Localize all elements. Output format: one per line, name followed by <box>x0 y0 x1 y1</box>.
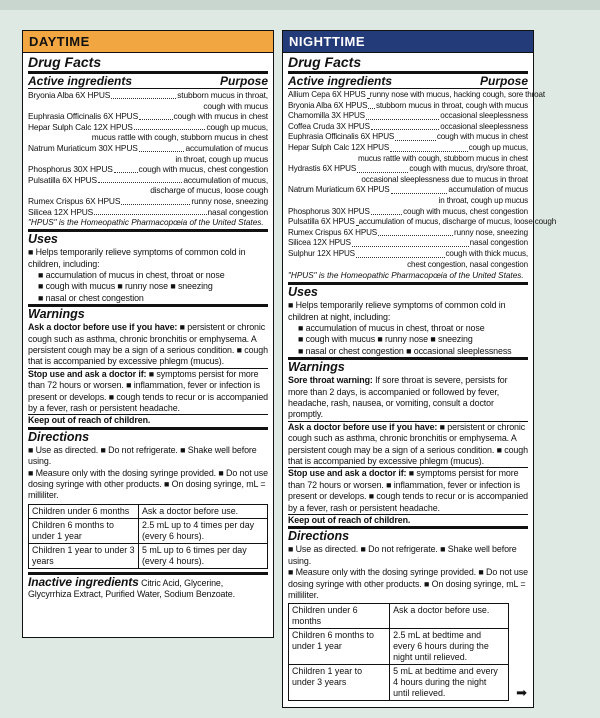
uses-title: Uses <box>288 285 318 300</box>
inactive-ingredients-text: Citric Acid, Glycerine, Glycyrrhiza Extract, Purified Water, Sodium Benzoate. <box>28 577 235 600</box>
active-ingredients-header <box>28 74 268 89</box>
warnings-title: Warnings <box>28 307 85 322</box>
purpose-label: Purpose <box>479 74 528 88</box>
ingredient-item: Allium Cepa 6X HPUS runny nose with mucus, hacking cough, sore throat <box>288 90 545 99</box>
nighttime-panel <box>282 30 557 708</box>
ingredient-item: Pulsatilla 6X HPUS accumulation of mucus, discharge of mucus, loose cough <box>28 174 268 196</box>
hpus-note: "HPUS" is the Homeopathic Pharmacopœia of the United States. <box>28 217 268 232</box>
table-row: Children 1 year to under 3 years 5 mL up to 6 times per day (every 4 hours). <box>29 543 268 568</box>
arrow-right-icon: ➡ <box>516 685 527 700</box>
ingredient-item: Silicea 12X HPUS nasal congestion <box>288 238 528 248</box>
drug-facts-title: Drug Facts <box>288 54 528 74</box>
purpose-label: Purpose <box>219 74 268 88</box>
uses-item: ■ nasal or chest congestion <box>38 292 144 303</box>
ingredient-item: Silicea 12X HPUS nasal congestion <box>28 206 268 217</box>
active-ingredients-label: Active ingredients <box>28 74 133 88</box>
uses-intro: ■ Helps temporarily relieve symptoms of common cold in children, including: <box>28 247 246 269</box>
table-row: Children 1 year to under 3 years 5 mL at bedtime and every 4 hours during the night until relieved. <box>289 665 509 701</box>
ingredient-item: Natrum Muriaticum 30X HPUS accumulation of mucus in throat, cough up mucus <box>28 142 268 164</box>
uses-section <box>28 232 268 307</box>
stop-use-warning: Stop use and ask a doctor if: ■ symptoms persist for more than 72 hours or worsen. ■ inflammation, fever or infection is present or develops. ■ cough tends to recur or is accompanied by a fever, rash or persistent headache. <box>288 468 528 515</box>
table-row: Children 6 months to under 1 year 2.5 mL at bedtime and every 6 hours during the night until relieved. <box>289 629 509 665</box>
ingredient-item: Euphrasia Officinalis 6X HPUS cough with mucus in chest <box>28 111 268 122</box>
table-row: Children 6 months to under 1 year 2.5 mL up to 4 times per day (every 6 hours). <box>29 518 268 543</box>
uses-item: ■ nasal or chest congestion ■ occasional sleeplessness <box>298 345 512 356</box>
ingredient-item: Hepar Sulph Calc 12X HPUS cough up mucus, mucus rattle with cough, stubborn mucus in chest <box>288 142 528 163</box>
warnings-section <box>28 307 268 430</box>
nighttime-banner: NIGHTTIME <box>283 31 533 53</box>
hpus-note: "HPUS" is the Homeopathic Pharmacopœia of the United States. <box>288 270 528 285</box>
keep-out-warning: Keep out of reach of children. <box>288 515 411 525</box>
ask-doctor-warning: Ask a doctor before use if you have: ■ persistent or chronic cough such as asthma, chronic bronchitis or emphysema. A persistent cough may be a sign of a serious condition. ■ cough that is accompanied by excessive phlegm (mucus). <box>288 422 528 469</box>
uses-item: ■ accumulation of mucus in chest, throat or nose <box>38 269 225 280</box>
uses-item: ■ cough with mucus ■ runny nose ■ sneezing <box>38 281 213 292</box>
directions-title: Directions <box>288 529 350 544</box>
ingredient-item: Coffea Cruda 3X HPUS occasional sleeplessness <box>288 121 528 131</box>
daytime-banner: DAYTIME <box>23 31 273 53</box>
ingredient-item: Rumex Crispus 6X HPUS runny nose, sneezing <box>28 195 268 206</box>
directions-line: ■ Measure only with the dosing syringe provided. ■ Do not use dosing syringe with other products. ■ On dosing syringe, mL = milliliter. <box>288 567 528 601</box>
ingredient-list <box>288 90 557 270</box>
inactive-ingredients-title: Inactive ingredients <box>28 574 139 589</box>
daytime-panel <box>22 30 274 638</box>
stop-use-warning: Stop use and ask a doctor if: ■ symptoms persist for more than 72 hours or worsen. ■ inflammation, fever or infection is present or develops. ■ cough tends to recur or is accompanied by a fever, rash or persistent headache. <box>28 369 268 416</box>
active-ingredients-label: Active ingredients <box>288 74 393 88</box>
ask-doctor-warning: Ask a doctor before use if you have: ■ persistent or chronic cough such as asthma, chronic bronchitis or emphysema. A persistent cough may be a sign of a serious condition. ■ cough that is accompanied by excessive phlegm (mucus). <box>28 322 268 369</box>
table-row: Children under 6 months Ask a doctor before use. <box>289 604 509 629</box>
ingredient-list <box>28 90 268 217</box>
uses-item: ■ accumulation of mucus in chest, throat or nose <box>298 322 485 333</box>
table-row: Children under 6 months Ask a doctor before use. <box>29 504 268 518</box>
inactive-ingredients-section <box>28 575 268 601</box>
active-ingredients-header <box>288 74 528 89</box>
uses-intro: ■ Helps temporarily relieve symptoms of common cold in children at night, including: <box>288 300 506 322</box>
sore-throat-warning: Sore throat warning: If sore throat is severe, persists for more than 2 days, is accompanied or followed by fever, headache, rash, nausea, or vomiting, consult a doctor promptly. <box>288 375 528 422</box>
ingredient-item: Chamomilla 3X HPUS occasional sleeplessness <box>288 111 528 121</box>
ingredient-item: Hepar Sulph Calc 12X HPUS cough up mucus, mucus rattle with cough, stubborn mucus in chest <box>28 121 268 143</box>
directions-line: ■ Measure only with the dosing syringe provided. ■ Do not use dosing syringe with other products. ■ On dosing syringe, mL = milliliter. <box>28 467 268 501</box>
ingredient-item: Hydrastis 6X HPUS cough with mucus, dry/sore throat, occasional sleeplessness due to mucus in throat <box>288 164 528 184</box>
warnings-section <box>288 360 528 529</box>
dosage-table <box>288 603 509 701</box>
ingredient-item: Euphrasia Officinalis 6X HPUS cough with mucus in chest <box>288 132 528 142</box>
warnings-title: Warnings <box>288 360 345 375</box>
uses-item: ■ cough with mucus ■ runny nose ■ sneezing <box>298 334 473 345</box>
ingredient-item: Phosphorus 30X HPUS cough with mucus, chest congestion <box>288 206 528 216</box>
ingredient-item: Bryonia Alba 6X HPUS stubborn mucus in throat, cough with mucus <box>288 100 528 110</box>
drug-facts-title: Drug Facts <box>28 54 268 74</box>
directions-line: ■ Use as directed. ■ Do not refrigerate. ■ Shake well before using. <box>28 444 257 467</box>
ingredient-item: Phosphorus 30X HPUS cough with mucus, chest congestion <box>28 164 268 175</box>
directions-section <box>28 430 268 575</box>
ingredient-item: Bryonia Alba 6X HPUS stubborn mucus in throat, cough with mucus <box>28 90 268 111</box>
directions-title: Directions <box>28 429 90 444</box>
ingredient-item: Sulphur 12X HPUS cough with thick mucus, chest congestion, nasal congestion <box>288 248 528 269</box>
ingredient-item: Natrum Muriaticum 6X HPUS accumulation of mucus in throat, cough up mucus <box>288 185 528 205</box>
ingredient-item: Pulsatilla 6X HPUS accumulation of mucus, discharge of mucus, loose cough <box>288 217 557 227</box>
ingredient-item: Rumex Crispus 6X HPUS runny nose, sneezing <box>288 227 528 237</box>
uses-section <box>288 285 528 360</box>
dosage-table <box>28 504 268 569</box>
directions-section <box>288 529 528 701</box>
uses-title: Uses <box>28 232 58 247</box>
directions-line: ■ Use as directed. ■ Do not refrigerate. ■ Shake well before using. <box>288 544 517 566</box>
keep-out-warning: Keep out of reach of children. <box>28 415 151 426</box>
